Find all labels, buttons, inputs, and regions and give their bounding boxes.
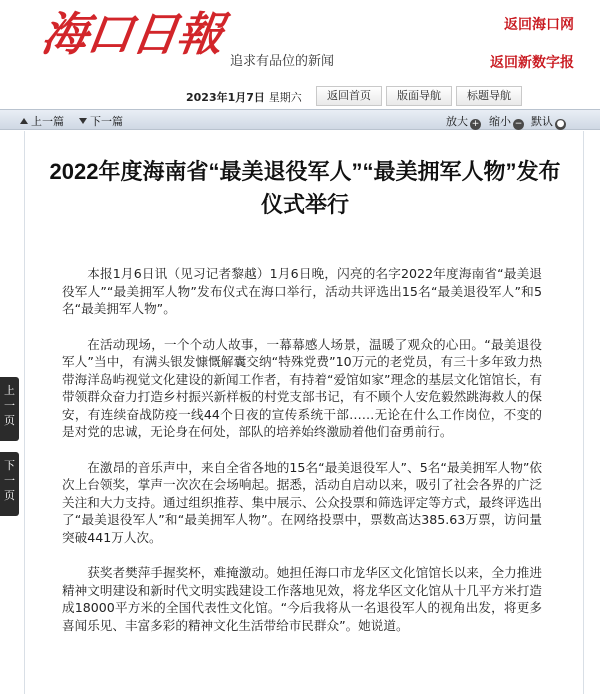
next-article-label: 下一篇	[90, 115, 123, 128]
tab-title-nav[interactable]: 标题导航	[456, 86, 522, 106]
header	[0, 0, 600, 84]
minus-icon: −	[514, 119, 523, 129]
tab-page-nav[interactable]: 版面导航	[386, 86, 452, 106]
prev-page-button[interactable]	[0, 377, 19, 441]
haikou-daily-logo: 海口日報	[38, 7, 226, 61]
slogan: 追求有品位的新闻	[230, 54, 335, 69]
arrow-down-icon	[79, 118, 87, 124]
prev-article-label: 上一篇	[31, 115, 64, 128]
zoom-out-label: 缩小	[489, 115, 511, 128]
article-paragraph: 在活动现场，一个个动人故事，一幕幕感人场景，温暖了观众的心田。“最美退役军人”当中，有满头银发慷慨解囊交纳“特殊党费”10万元的老党员，有三十多年致力热带海洋岛屿视觉文化建设的新闻工作者，有持着“爱馆如家”理念的基层文化馆馆长，有带领群众奋力打造乡村振兴新样板的村党支部书记，有不顾个人安危毅然跳海救人的保安，有连续奋战防疫一线44个日夜的宣传系统干部……无论在什么工作岗位，不变的是对党的忠诚，无论身在何处，部队的培养始终激励着他们奋勇前行。	[62, 336, 542, 439]
arrow-up-icon	[20, 118, 28, 124]
prev-article-button[interactable]	[20, 113, 64, 129]
prev-page-label: 上 一 页	[4, 384, 15, 427]
next-page-button[interactable]	[0, 452, 19, 516]
article-paragraph: 在激昂的音乐声中，来自全省各地的15名“最美退役军人”、5名“最美拥军人物”依次上台领奖，掌声一次次在会场响起。据悉，活动自启动以来，吸引了社会各界的广泛关注和大力支持。通过组织推荐、集中展示、公众投票和筛选评定等方式，最终评选出了“最美退役军人”和“最美拥军人物”。在网络投票中，票数高达385.63万票，访问量突破441万人次。	[62, 459, 542, 545]
tab-home[interactable]: 返回首页	[316, 86, 382, 106]
article-toolbar	[0, 109, 600, 130]
next-article-button[interactable]	[79, 113, 123, 129]
article-paragraph: 获奖者樊萍手握奖杯，难掩激动。她担任海口市龙华区文化馆馆长以来，全力推进精神文明建设和新时代文明实践建设工作落地见效，将龙华区文化馆从十几平方米打造成18000平方米的全国代表性文化馆。“今后我将从一名退役军人的视角出发，将更多喜闻乐见、丰富多彩的精神文化生活带给市民群众”。她说道。	[62, 565, 542, 633]
next-page-label: 下 一 页	[4, 459, 15, 502]
article-paragraph: 本报1月6日讯（见习记者黎越）1月6日晚，闪亮的名字2022年度海南省“最美退役军人”“最美拥军人物”发布仪式在海口举行，活动共评选出15名“最美退役军人”和5名“最美拥军人物”。	[62, 266, 542, 316]
article-panel	[24, 131, 584, 694]
weekday-text: 星期六	[268, 91, 302, 104]
publish-date	[186, 89, 302, 105]
date-text: 2023年1月7日	[186, 91, 265, 104]
back-to-epaper-link[interactable]: 返回新数字报	[490, 55, 574, 71]
default-size-label: 默认	[531, 115, 553, 128]
zoom-out-button[interactable]	[489, 113, 526, 130]
article-title: 2022年度海南省“最美退役军人”“最美拥军人物”发布仪式举行	[49, 159, 561, 217]
default-size-button[interactable]	[531, 113, 568, 130]
date-bar	[0, 84, 600, 108]
article-body	[62, 265, 542, 652]
zoom-in-label: 放大	[446, 115, 468, 128]
plus-icon: +	[471, 119, 480, 129]
dot-icon: ●	[556, 119, 565, 129]
back-to-haikou-link[interactable]: 返回海口网	[504, 17, 574, 33]
zoom-in-button[interactable]	[446, 113, 483, 130]
